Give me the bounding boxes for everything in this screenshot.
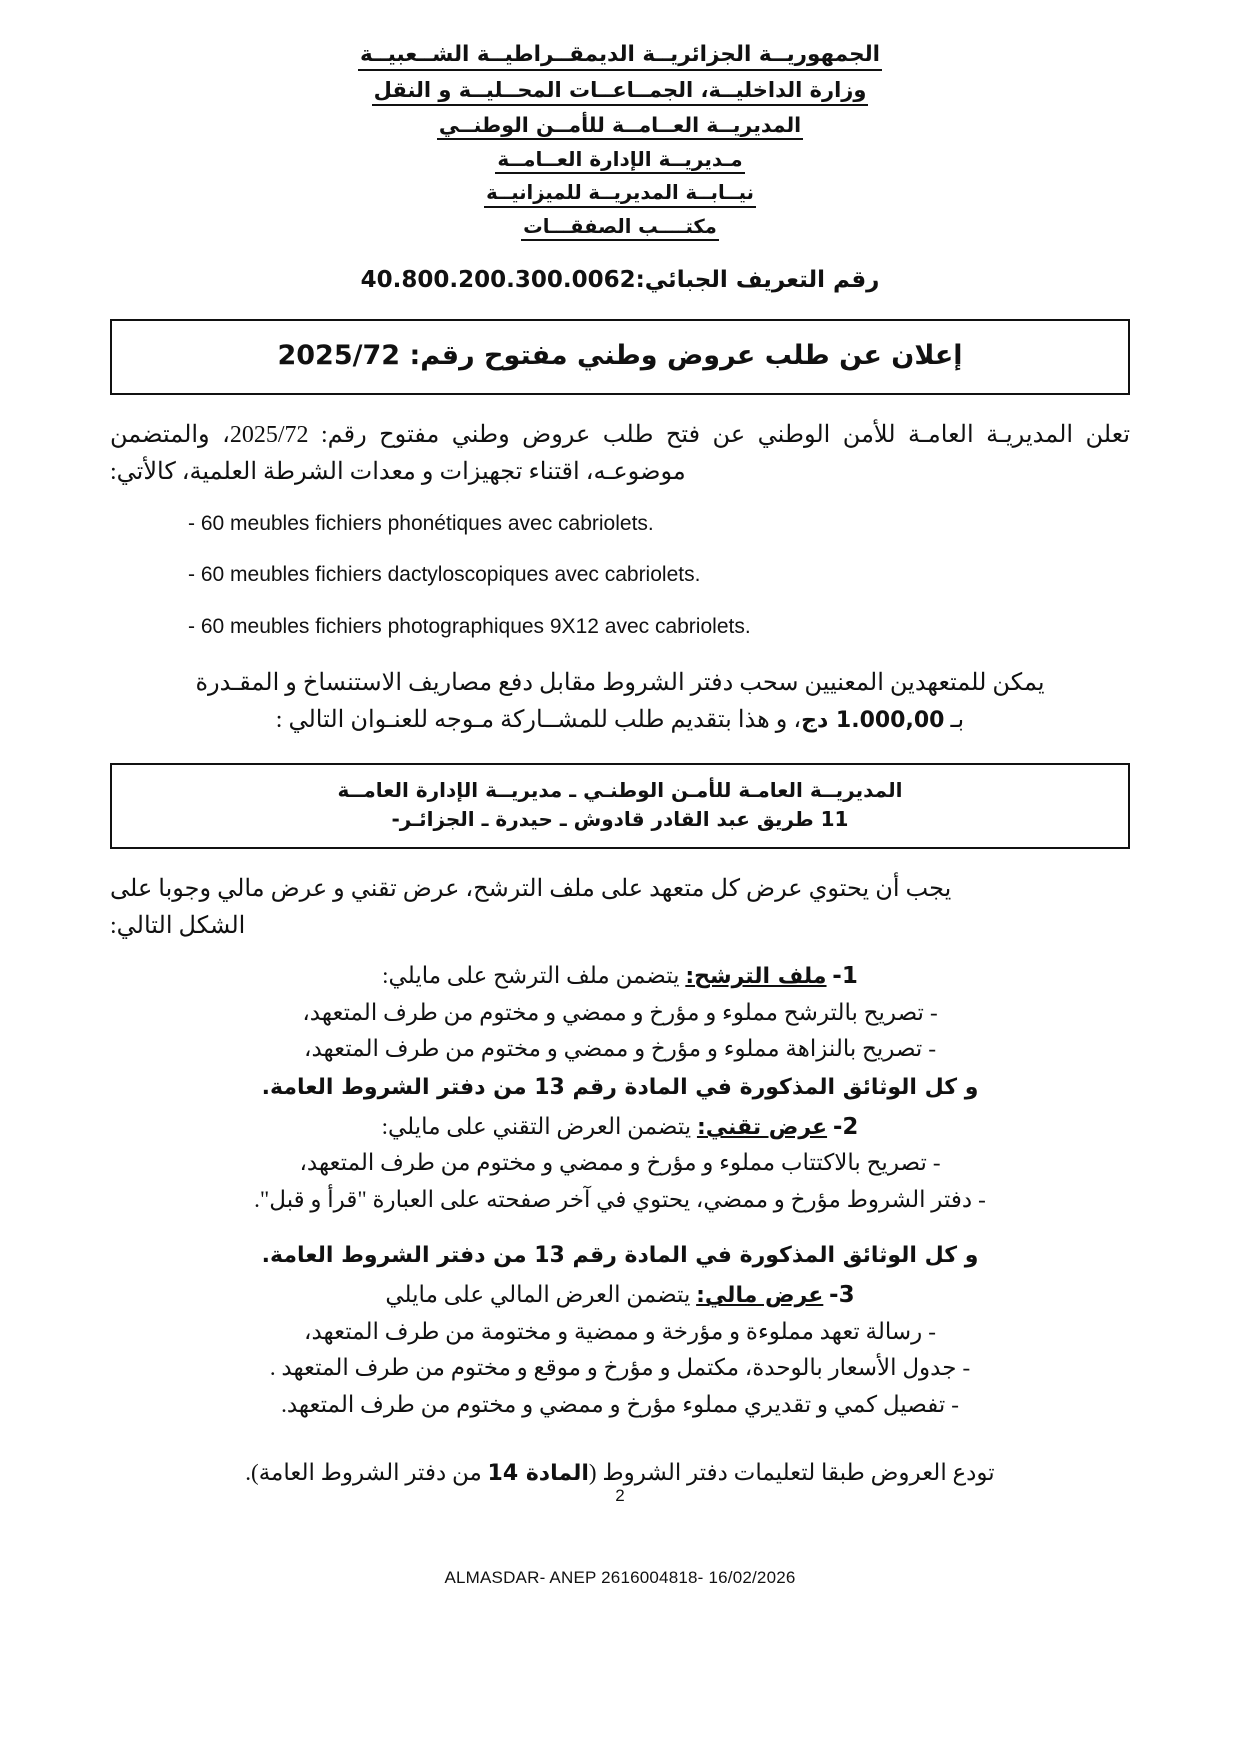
header-line-ministry: وزارة الداخليــة، الجمــاعــات المحــليــة و النقل [372, 80, 869, 106]
section-bullet-text: تصريح بالنزاهة مملوء و مؤرخ و ممضي و مختوم من طرف المتعهد، [304, 1036, 923, 1062]
section-technical-offer [110, 1110, 1130, 1273]
dash-bullet-icon: - [928, 1318, 936, 1344]
section-heading [110, 1110, 1130, 1145]
section-bullet [110, 1388, 1130, 1423]
section-intro: يتضمن ملف الترشح على مايلي: [382, 963, 686, 989]
withdrawal-suffix: ، و هذا بتقديم طلب للمشــاركة مـوجه للعنـوان التالي : [275, 706, 802, 733]
section-bullet-text: تفصيل كمي و تقديري مملوء مؤرخ و ممضي و مختوم من طرف المتعهد. [281, 1391, 946, 1417]
section-bullet-text: دفتر الشروط مؤرخ و ممضي، يحتوي في آخر صفحته على العبارة "قرأ و قبل". [254, 1186, 973, 1212]
document-footer: ALMASDAR- ANEP 2616004818- 16/02/2026 [444, 1568, 796, 1587]
section-bullet [110, 1351, 1130, 1386]
equipment-items-list [110, 511, 1130, 639]
list-item: - 60 meubles fichiers phonétiques avec cabriolets. [188, 512, 654, 536]
section-intro: يتضمن العرض التقني على مايلي: [381, 1113, 697, 1139]
withdrawal-amount: 1.000,00 دج [801, 707, 945, 733]
submission-address-box [110, 763, 1130, 849]
offer-requirement-line-1: يجب أن يحتوي عرض كل متعهد على ملف الترشح، عرض تقني و عرض مالي وجوبا على [110, 876, 952, 903]
withdrawal-line-2 [110, 702, 1130, 739]
list-item: - 60 meubles fichiers dactyloscopiques avec cabriolets. [188, 563, 701, 587]
tender-documents-withdrawal-paragraph [110, 665, 1130, 739]
offer-sections [110, 959, 1130, 1422]
closing-article-reference: المادة 14 [487, 1461, 589, 1487]
list-item: - 60 meubles fichiers photographiques 9X12 avec cabriolets. [188, 614, 751, 638]
section-label: عرض تقني: [696, 1114, 828, 1140]
section-bullet [110, 1032, 1130, 1067]
dash-bullet-icon: - [951, 1391, 959, 1417]
address-line-2: 11 طريق عبد القادر قادوش ـ حيدرة ـ الجزائـر- [391, 807, 849, 832]
tax-identification-number: رقم التعريف الجبائي:40.800.200.300.0062 [360, 267, 880, 293]
offer-requirement-paragraph [110, 871, 1130, 945]
address-line-1: المديريــة العامـة للأمـن الوطنـي ـ مديريــة الإدارة العامــة [337, 778, 903, 803]
section-bullet [110, 1183, 1130, 1218]
header-line-republic: الجمهوريــة الجزائريــة الديمقــراطيــة الشــعبيــة [358, 44, 882, 71]
dash-bullet-icon: - [928, 1036, 936, 1062]
announcement-title-box [110, 319, 1130, 395]
header-line-directorate: المديريــة العــامــة للأمــن الوطنــي [437, 115, 803, 141]
dash-bullet-icon: - [932, 1150, 941, 1176]
closing-suffix: من دفتر الشروط العامة). [245, 1460, 488, 1486]
section-bullet-text: رسالة تعهد مملوءة و مؤرخة و ممضية و مختومة من طرف المتعهد، [304, 1318, 923, 1344]
section-bullet [110, 1146, 1130, 1181]
section-bullet-text: تصريح بالاكتتاب مملوء و مؤرخ و ممضي و مختوم من طرف المتعهد، [299, 1150, 927, 1176]
offer-requirement-line-2: الشكل التالي: [110, 913, 246, 940]
header-line-contracts: مكتــــب الصفقـــات [521, 217, 719, 242]
section-note: و كل الوثائق المذكورة في المادة رقم 13 من دفتر الشروط العامة. [261, 1243, 979, 1269]
section-heading [110, 1278, 1130, 1313]
section-number: 2- [832, 1113, 859, 1140]
page-title: إعلان عن طلب عروض وطني مفتوح رقم: 2025/72 [277, 340, 963, 371]
dash-bullet-icon: - [929, 999, 938, 1025]
section-number: 3- [829, 1282, 855, 1309]
section-bullet-text: تصريح بالترشح مملوء و مؤرخ و ممضي و مختوم من طرف المتعهد، [302, 999, 924, 1025]
section-intro: يتضمن العرض المالي على مايلي [385, 1282, 697, 1308]
section-label: ملف الترشح: [685, 964, 827, 990]
closing-prefix: تودع العروض طبقا لتعليمات دفتر الشروط ( [588, 1460, 995, 1486]
intro-paragraph [110, 417, 1130, 491]
page-number: 2 [615, 1486, 625, 1505]
withdrawal-prefix: بـ [944, 706, 965, 733]
section-note: و كل الوثائق المذكورة في المادة رقم 13 من دفتر الشروط العامة. [261, 1074, 979, 1100]
section-financial-offer [110, 1278, 1130, 1422]
header-line-budget: نيــابــة المديريــة للميزانيــة [484, 183, 756, 208]
section-candidature-file [110, 959, 1130, 1104]
section-number: 1- [832, 963, 858, 990]
section-label: عرض مالي: [696, 1283, 824, 1309]
section-bullet [110, 996, 1130, 1031]
document-header [110, 44, 1130, 241]
intro-line-1: تعلن المديريـة العامـة للأمن الوطني عن فتح طلب عروض وطني مفتوح رقم: 2025/72، [222, 421, 1130, 448]
dash-bullet-icon: - [962, 1355, 971, 1381]
intro-line-2: والمتضمن موضوعـه، اقتناء تجهيزات و معدات الشرطة العلمية، كالأتي: [110, 421, 686, 485]
section-bullet [110, 1315, 1130, 1350]
section-bullet-text: جدول الأسعار بالوحدة، مكتمل و مؤرخ و موقع و مختوم من طرف المتعهد . [269, 1355, 957, 1381]
header-line-admin: مـديريــة الإدارة العــامــة [495, 149, 744, 174]
withdrawal-line-1: يمكن للمتعهدين المعنيين سحب دفتر الشروط مقابل دفع مصاريف الاستنساخ و المقـدرة [195, 669, 1045, 696]
dash-bullet-icon: - [978, 1186, 986, 1212]
section-heading [110, 959, 1130, 994]
